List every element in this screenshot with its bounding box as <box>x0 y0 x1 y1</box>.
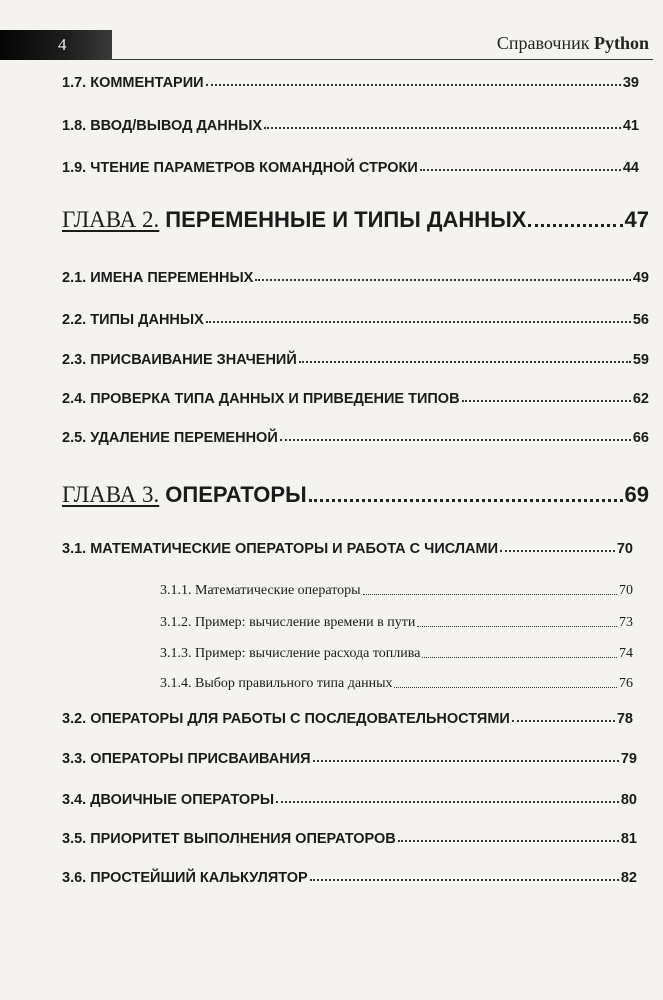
toc-entry <box>62 75 639 91</box>
toc-entry <box>62 831 637 847</box>
dot-leader <box>422 657 617 658</box>
dot-leader <box>417 626 617 627</box>
toc-entry <box>62 270 649 286</box>
toc-entry <box>62 312 649 328</box>
page-number: 4 <box>58 35 67 54</box>
page-ref: 70 <box>619 583 633 598</box>
section-title: 1.8. ВВОД/ВЫВОД ДАННЫХ <box>62 118 263 134</box>
section-title: 2.3. ПРИСВАИВАНИЕ ЗНАЧЕНИЙ <box>62 352 297 368</box>
chapter-title: ОПЕРАТОРЫ <box>165 482 307 507</box>
toc-entry <box>62 207 649 233</box>
toc-entry <box>160 676 633 692</box>
subsection-title: 3.1.2. Пример: вычисление времени в пути <box>160 615 416 630</box>
page-ref: 62 <box>632 391 649 407</box>
toc-entry <box>62 751 637 767</box>
section-title: 1.9. ЧТЕНИЕ ПАРАМЕТРОВ КОМАНДНОЙ СТРОКИ <box>62 160 418 176</box>
section-title: 3.3. ОПЕРАТОРЫ ПРИСВАИВАНИЯ <box>62 751 311 767</box>
dot-leader <box>398 840 619 842</box>
dot-leader <box>363 594 617 595</box>
dot-leader <box>206 321 631 323</box>
toc-entry <box>160 646 633 662</box>
page-ref: 56 <box>632 312 649 328</box>
section-title: 2.5. УДАЛЕНИЕ ПЕРЕМЕННОЙ <box>62 430 278 446</box>
page-ref: 39 <box>622 75 639 91</box>
dot-leader <box>280 439 631 441</box>
page-ref: 73 <box>619 615 633 630</box>
page-ref: 66 <box>632 430 649 446</box>
chapter-label: ГЛАВА 3. <box>62 482 160 507</box>
toc-entry <box>62 711 633 727</box>
dot-leader <box>528 224 622 227</box>
chapter-title: ПЕРЕМЕННЫЕ И ТИПЫ ДАННЫХ <box>165 207 527 232</box>
chapter-label: ГЛАВА 2. <box>62 207 160 232</box>
dot-leader <box>500 550 615 552</box>
dot-leader <box>276 801 619 803</box>
toc-entry <box>62 541 633 557</box>
page-ref: 81 <box>620 831 637 847</box>
section-title: 2.4. ПРОВЕРКА ТИПА ДАННЫХ И ПРИВЕДЕНИЕ ТИПОВ <box>62 391 460 407</box>
dot-leader <box>420 169 621 171</box>
dot-leader <box>299 361 631 363</box>
toc-entry <box>62 118 639 134</box>
subsection-title: 3.1.3. Пример: вычисление расхода топлива <box>160 646 421 661</box>
section-title: 2.1. ИМЕНА ПЕРЕМЕННЫХ <box>62 270 254 286</box>
page-ref: 70 <box>616 541 633 557</box>
toc-entry <box>160 583 633 599</box>
dot-leader <box>309 499 623 502</box>
dot-leader <box>264 127 621 129</box>
toc-entry <box>62 792 637 808</box>
page-ref: 47 <box>624 207 649 232</box>
page-ref: 76 <box>619 676 633 691</box>
page-ref: 80 <box>620 792 637 808</box>
page-ref: 49 <box>632 270 649 286</box>
toc-entry <box>62 352 649 368</box>
page-ref: 44 <box>622 160 639 176</box>
section-title: 3.1. МАТЕМАТИЧЕСКИЕ ОПЕРАТОРЫ И РАБОТА С ЧИСЛАМИ <box>62 541 498 557</box>
subsection-title: 3.1.4. Выбор правильного типа данных <box>160 676 393 691</box>
page-ref: 69 <box>624 482 649 507</box>
dot-leader <box>512 720 615 722</box>
section-title: 3.4. ДВОИЧНЫЕ ОПЕРАТОРЫ <box>62 792 275 808</box>
toc-entry <box>62 870 637 886</box>
dot-leader <box>255 279 631 281</box>
section-title: 2.2. ТИПЫ ДАННЫХ <box>62 312 204 328</box>
page-ref: 79 <box>620 751 637 767</box>
toc-entry <box>62 160 639 176</box>
page-ref: 59 <box>632 352 649 368</box>
section-title: 3.5. ПРИОРИТЕТ ВЫПОЛНЕНИЯ ОПЕРАТОРОВ <box>62 831 396 847</box>
section-title: 1.7. КОММЕНТАРИИ <box>62 75 204 91</box>
page-ref: 74 <box>619 646 633 661</box>
chapter-heading <box>62 482 307 508</box>
page-ref: 78 <box>616 711 633 727</box>
dot-leader <box>313 760 619 762</box>
toc-entry <box>160 615 633 631</box>
book-title-prefix: Справочник <box>496 33 594 53</box>
section-title: 3.6. ПРОСТЕЙШИЙ КАЛЬКУЛЯТОР <box>62 870 308 886</box>
dot-leader <box>206 84 621 86</box>
dot-leader <box>310 879 619 881</box>
subsection-title: 3.1.1. Математические операторы <box>160 583 361 598</box>
section-title: 3.2. ОПЕРАТОРЫ ДЛЯ РАБОТЫ С ПОСЛЕДОВАТЕЛЬНОСТЯМИ <box>62 711 510 727</box>
toc-entry <box>62 430 649 446</box>
toc-entry <box>62 391 649 407</box>
book-title-bold: Python <box>593 33 649 53</box>
dot-leader <box>462 400 631 402</box>
page-ref: 41 <box>622 118 639 134</box>
toc-entry <box>62 482 649 508</box>
chapter-heading <box>62 207 526 233</box>
dot-leader <box>394 687 617 688</box>
page-ref: 82 <box>620 870 637 886</box>
